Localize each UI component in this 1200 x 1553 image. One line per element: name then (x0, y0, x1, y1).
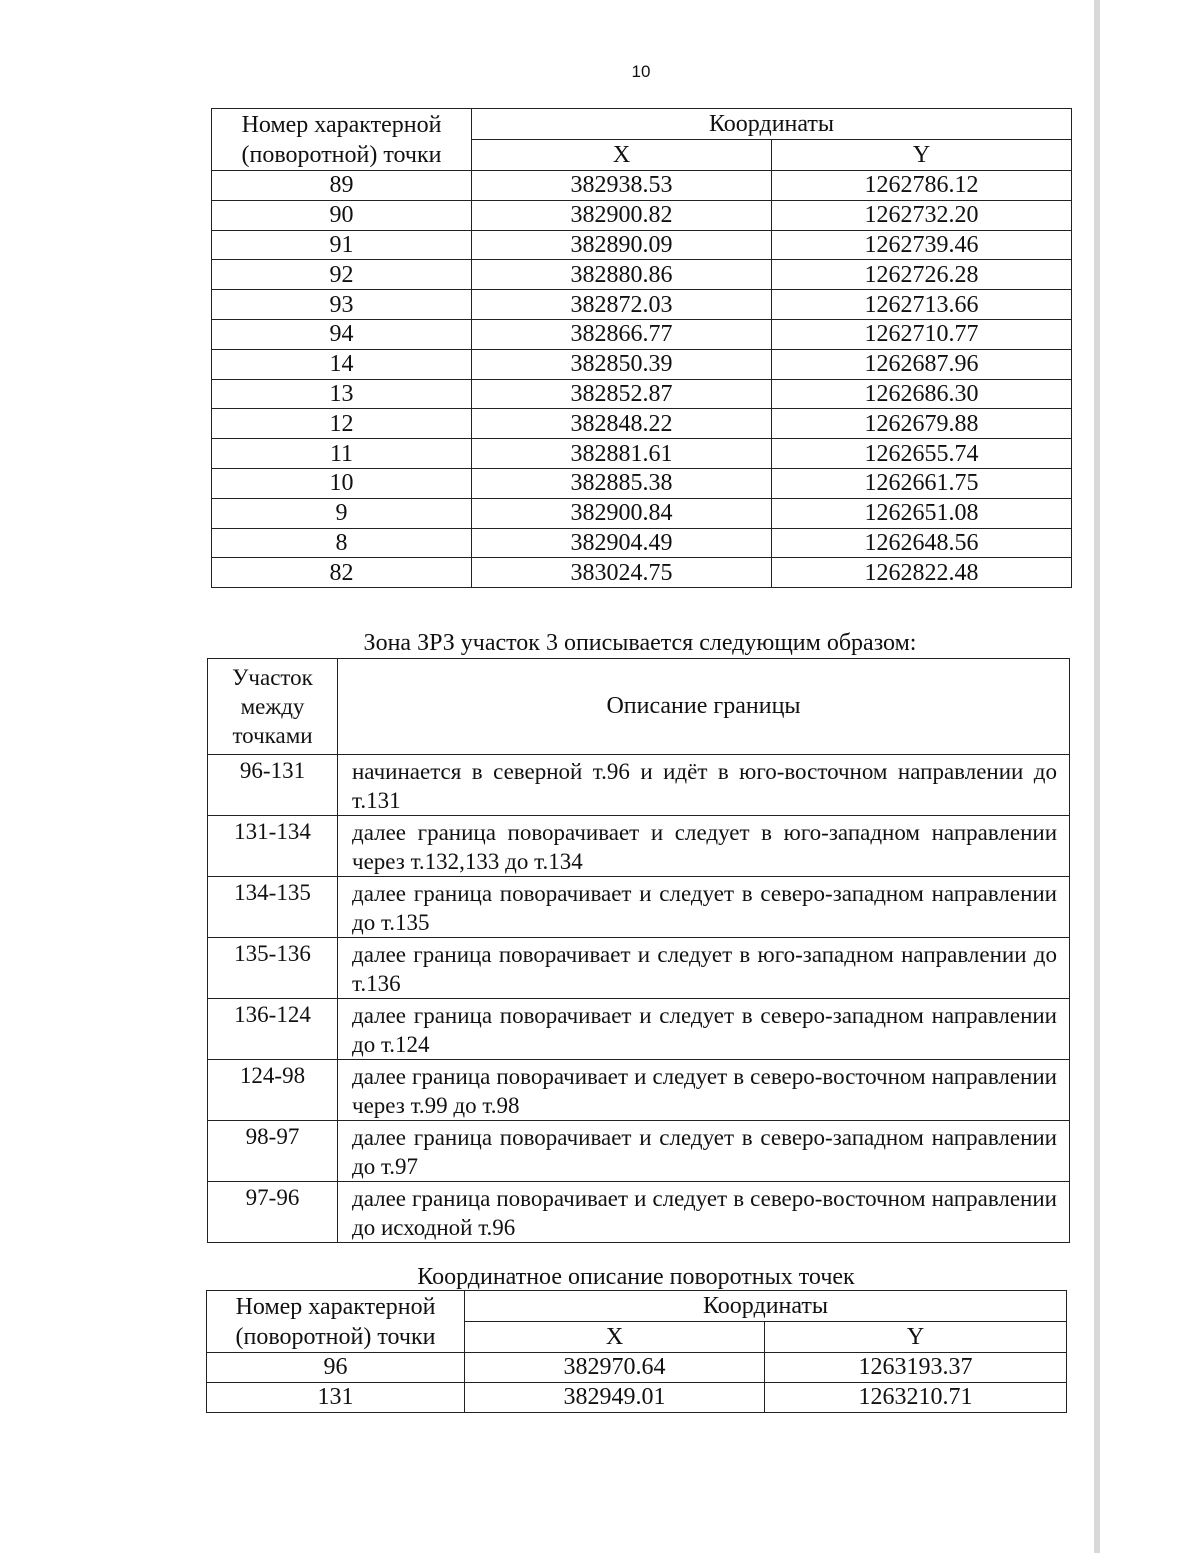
cell-y: 1262786.12 (772, 171, 1072, 201)
table-row (207, 1353, 1067, 1383)
cell-point: 93 (212, 290, 472, 320)
table-row (207, 1382, 1067, 1412)
cell-description: далее граница поворачивает и следует в юго-западном направлении через т.132,133 до т.134 (338, 816, 1070, 877)
table-row (208, 938, 1070, 999)
cell-segment: 97-96 (208, 1182, 338, 1243)
cell-segment: 131-134 (208, 816, 338, 877)
cell-x: 382848.22 (472, 409, 772, 439)
cell-segment: 98-97 (208, 1121, 338, 1182)
cell-y: 1262651.08 (772, 498, 1072, 528)
cell-description: далее граница поворачивает и следует в юго-западном направлении до т.136 (338, 938, 1070, 999)
boundary-description-table (207, 658, 1070, 1243)
table-row (212, 498, 1072, 528)
header-x: X (472, 140, 772, 171)
header-y: Y (772, 140, 1072, 171)
cell-description: далее граница поворачивает и следует в северо-западном направлении до т.124 (338, 999, 1070, 1060)
cell-segment: 124-98 (208, 1060, 338, 1121)
table-row (212, 439, 1072, 469)
cell-y: 1262713.66 (772, 290, 1072, 320)
cell-point: 82 (212, 558, 472, 588)
cell-x: 382904.49 (472, 528, 772, 558)
table-row (212, 349, 1072, 379)
header-coords: Координаты (472, 109, 1072, 140)
cell-y: 1262686.30 (772, 379, 1072, 409)
cell-point: 10 (212, 468, 472, 498)
cell-description: далее граница поворачивает и следует в северо-восточном направлении до исходной т.96 (338, 1182, 1070, 1243)
cell-point: 92 (212, 260, 472, 290)
table-row (212, 260, 1072, 290)
zone-caption: Зона ЗРЗ участок 3 описывается следующим образом: (363, 630, 917, 656)
table-row (212, 200, 1072, 230)
table-row (212, 528, 1072, 558)
table-row (208, 1182, 1070, 1243)
coords-caption: Координатное описание поворотных точек (417, 1264, 855, 1290)
cell-x: 382880.86 (472, 260, 772, 290)
table-row (212, 319, 1072, 349)
page-number: 10 (631, 62, 651, 81)
cell-point: 90 (212, 200, 472, 230)
table-row (212, 409, 1072, 439)
table-row (208, 1121, 1070, 1182)
cell-y: 1262739.46 (772, 230, 1072, 260)
cell-x: 382852.87 (472, 379, 772, 409)
cell-y: 1262822.48 (772, 558, 1072, 588)
cell-x: 382970.64 (465, 1353, 765, 1383)
header-description: Описание границы (338, 659, 1070, 755)
cell-y: 1262648.56 (772, 528, 1072, 558)
cell-point: 8 (212, 528, 472, 558)
cell-point: 13 (212, 379, 472, 409)
table-row (208, 999, 1070, 1060)
cell-point: 96 (207, 1353, 465, 1383)
table-row (212, 379, 1072, 409)
cell-x: 382881.61 (472, 439, 772, 469)
header-x: X (465, 1322, 765, 1353)
cell-x: 382900.84 (472, 498, 772, 528)
cell-y: 1262710.77 (772, 319, 1072, 349)
table-row (212, 230, 1072, 260)
cell-segment: 136-124 (208, 999, 338, 1060)
scan-edge (1094, 0, 1100, 1553)
header-y: Y (765, 1322, 1067, 1353)
cell-y: 1262726.28 (772, 260, 1072, 290)
cell-point: 12 (212, 409, 472, 439)
cell-x: 383024.75 (472, 558, 772, 588)
cell-y: 1262655.74 (772, 439, 1072, 469)
cell-x: 382938.53 (472, 171, 772, 201)
table-row (208, 816, 1070, 877)
cell-x: 382890.09 (472, 230, 772, 260)
cell-segment: 135-136 (208, 938, 338, 999)
table-row (208, 1060, 1070, 1121)
cell-y: 1262661.75 (772, 468, 1072, 498)
header-coords: Координаты (465, 1291, 1067, 1322)
cell-x: 382900.82 (472, 200, 772, 230)
cell-segment: 134-135 (208, 877, 338, 938)
table-row (208, 877, 1070, 938)
coords-table-2 (206, 1290, 1067, 1413)
cell-point: 14 (212, 349, 472, 379)
cell-description: начинается в северной т.96 и идёт в юго-восточном направлении до т.131 (338, 755, 1070, 816)
cell-y: 1262679.88 (772, 409, 1072, 439)
header-segment: Участок между точками (208, 659, 338, 755)
cell-description: далее граница поворачивает и следует в северо-западном направлении до т.135 (338, 877, 1070, 938)
table-row (208, 755, 1070, 816)
cell-x: 382872.03 (472, 290, 772, 320)
header-point: Номер характерной (поворотной) точки (207, 1291, 465, 1353)
cell-point: 9 (212, 498, 472, 528)
cell-description: далее граница поворачивает и следует в северо-восточном направлении через т.99 до т.98 (338, 1060, 1070, 1121)
table-row (212, 558, 1072, 588)
table-row (212, 290, 1072, 320)
cell-segment: 96-131 (208, 755, 338, 816)
cell-x: 382866.77 (472, 319, 772, 349)
cell-x: 382885.38 (472, 468, 772, 498)
table-row (212, 468, 1072, 498)
cell-x: 382949.01 (465, 1382, 765, 1412)
cell-point: 89 (212, 171, 472, 201)
coords-table-1 (211, 108, 1072, 588)
cell-y: 1263193.37 (765, 1353, 1067, 1383)
cell-point: 131 (207, 1382, 465, 1412)
cell-point: 11 (212, 439, 472, 469)
cell-point: 91 (212, 230, 472, 260)
cell-y: 1262732.20 (772, 200, 1072, 230)
cell-description: далее граница поворачивает и следует в северо-западном направлении до т.97 (338, 1121, 1070, 1182)
cell-point: 94 (212, 319, 472, 349)
cell-y: 1263210.71 (765, 1382, 1067, 1412)
table-row (212, 171, 1072, 201)
cell-x: 382850.39 (472, 349, 772, 379)
cell-y: 1262687.96 (772, 349, 1072, 379)
header-point: Номер характерной (поворотной) точки (212, 109, 472, 171)
